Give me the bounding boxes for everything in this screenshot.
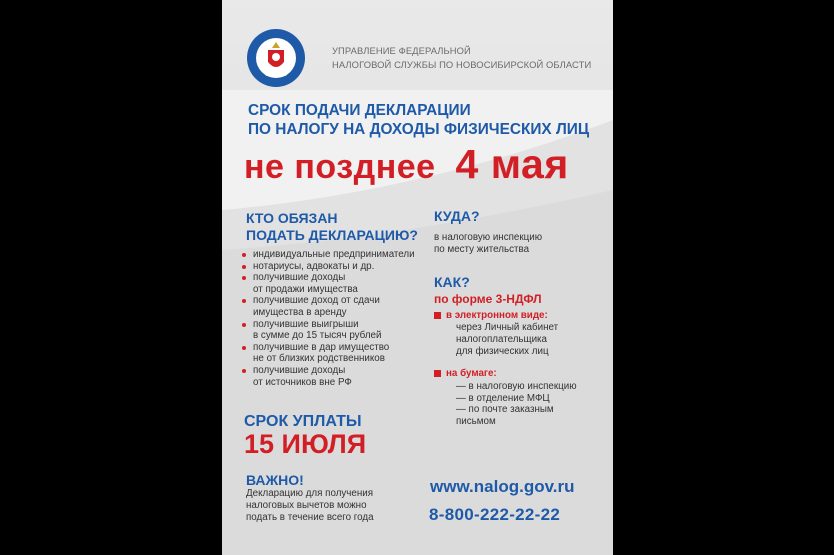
red-square-icon xyxy=(434,370,441,377)
who-title-line-2: ПОДАТЬ ДЕКЛАРАЦИЮ? xyxy=(246,227,418,243)
list-item-text: в сумме до 15 тысяч рублей xyxy=(253,330,382,342)
where-line-2: по месту жительства xyxy=(434,244,530,255)
list-item-text: получившие доходы xyxy=(253,272,346,284)
important-line: налоговых вычетов можно xyxy=(246,500,367,511)
list-item xyxy=(240,319,440,342)
list-item xyxy=(240,342,440,365)
agency-line-1: УПРАВЛЕНИЕ ФЕДЕРАЛЬНОЙ xyxy=(332,45,471,56)
deadline xyxy=(244,141,569,188)
paper-text xyxy=(456,381,577,427)
where-line-1: в налоговую инспекцию xyxy=(434,232,543,243)
red-square-icon xyxy=(434,312,441,319)
paper-line: — в отделение МФЦ xyxy=(456,392,550,404)
paper-line: письмом xyxy=(456,415,496,427)
list-item-text: индивидуальные предприниматели xyxy=(253,249,415,260)
important-title: ВАЖНО! xyxy=(246,472,304,488)
electronic-line: для физических лиц xyxy=(456,346,549,357)
electronic-line: налогоплательщика xyxy=(456,334,547,345)
agency-name xyxy=(332,44,591,72)
important-line: подать в течение всего года xyxy=(246,512,374,523)
electronic-label xyxy=(434,310,548,321)
list-item-text: получившие доходы xyxy=(253,364,346,376)
who-title-line-1: КТО ОБЯЗАН xyxy=(246,210,338,226)
paper-line: — в налоговую инспекцию xyxy=(456,381,577,392)
list-item-text: получившие в дар имущество xyxy=(253,341,390,353)
list-item-text: от источников вне РФ xyxy=(253,376,352,388)
list-item-text: имущества в аренду xyxy=(253,306,347,318)
headline-line-2: ПО НАЛОГУ НА ДОХОДЫ ФИЗИЧЕСКИХ ЛИЦ xyxy=(248,121,590,138)
list-item-text: не от близких родственников xyxy=(253,353,385,365)
where-text xyxy=(434,232,542,256)
paper-label xyxy=(434,368,497,379)
electronic-text xyxy=(456,322,558,358)
who-list xyxy=(240,249,440,388)
how-title: КАК? xyxy=(434,274,470,290)
poster xyxy=(222,0,613,555)
form-name: по форме 3-НДФЛ xyxy=(434,292,542,306)
paper-label-text: на бумаге: xyxy=(446,368,497,379)
deadline-date: 4 мая xyxy=(455,141,569,187)
where-title: КУДА? xyxy=(434,208,480,224)
list-item-text: получившие выигрыши xyxy=(253,318,359,330)
headline-line-1: СРОК ПОДАЧИ ДЕКЛАРАЦИИ xyxy=(248,102,471,119)
electronic-label-text: в электронном виде: xyxy=(446,310,548,321)
website-link[interactable]: www.nalog.gov.ru xyxy=(430,477,575,496)
list-item xyxy=(240,272,440,295)
phone-number[interactable]: 8-800-222-22-22 xyxy=(429,505,561,524)
agency-line-2: НАЛОГОВОЙ СЛУЖБЫ ПО НОВОСИБИРСКОЙ ОБЛАСТИ xyxy=(332,59,592,70)
list-item xyxy=(240,295,440,318)
payment-date: 15 ИЮЛЯ xyxy=(244,429,367,459)
important-text xyxy=(246,488,374,524)
deadline-prefix: не позднее xyxy=(244,148,436,186)
list-item-text: нотариусы, адвокаты и др. xyxy=(253,260,375,272)
electronic-line: через Личный кабинет xyxy=(456,322,559,333)
paper-line: — по почте заказным xyxy=(456,404,554,416)
important-line: Декларацию для получения xyxy=(246,488,374,499)
list-item-text: от продажи имущества xyxy=(253,283,358,295)
payment-title: СРОК УПЛАТЫ xyxy=(244,413,362,430)
headline xyxy=(248,101,589,139)
list-item-text: получившие доход от сдачи xyxy=(253,295,380,307)
list-item xyxy=(240,365,440,388)
fns-emblem-icon xyxy=(246,28,306,88)
list-item xyxy=(240,249,440,261)
list-item xyxy=(240,261,440,273)
who-title xyxy=(246,210,418,244)
